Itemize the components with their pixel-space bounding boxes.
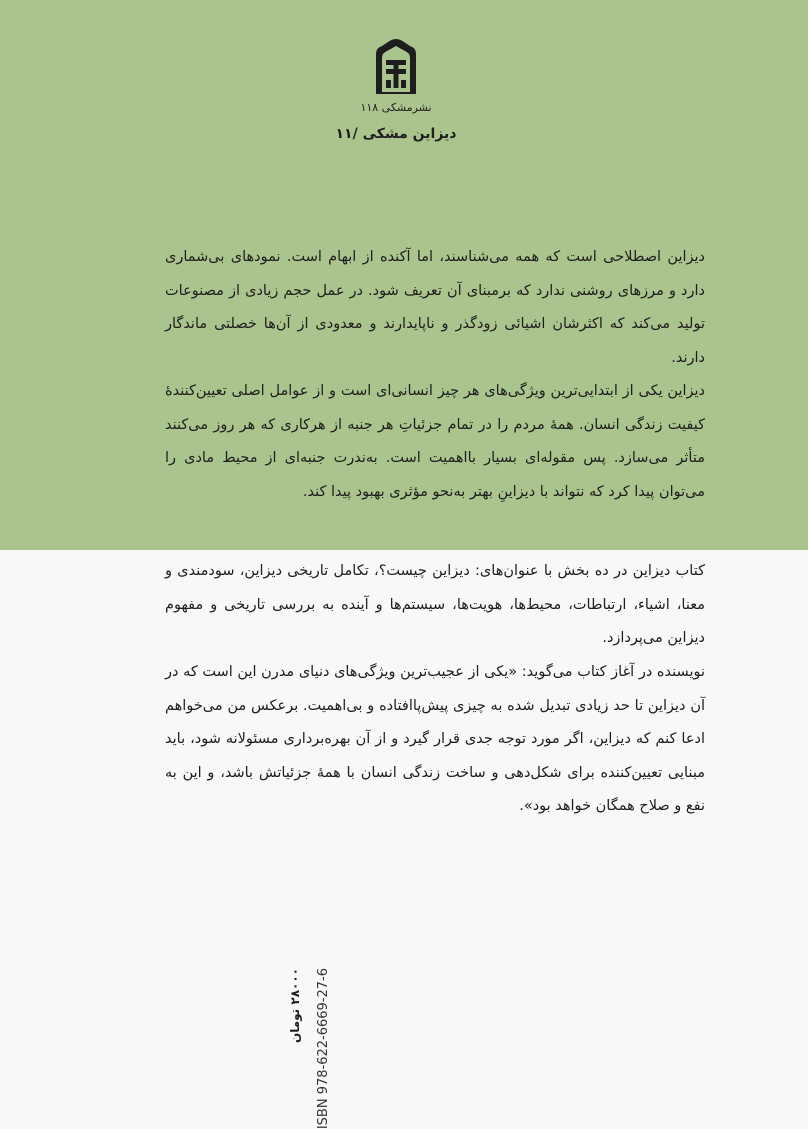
price-label: ۲۸۰۰۰ تومان xyxy=(288,968,302,1044)
publisher-logo-icon xyxy=(372,36,420,96)
blurb-paragraph-4: نویسنده در آغاز کتاب می‌گوید: «یکی از عجیب‌ترین ویژگی‌های دنیای مدرن این است که در آن دیزاین تا حد زیادی تبدیل شده به چیزی پیش‌پاافتاده و بی‌اهمیت. برعکس من می‌خواهم ادعا کنم که دیزاین، اگر مورد توجه جدی قرار گیرد و از آن بهره‌برداری مسئولانه شود، باید مبنایی تعیین‌کننده برای شکل‌دهی و ساخت زندگی انسان با همهٔ جزئیاتش باشد، و این به نفع و صلاح همگان خواهد بود». xyxy=(165,664,705,814)
blurb-paragraph-2: دیزاین یکی از ابتدایی‌ترین ویژگی‌های هر چیز انسانی‌ای است و از عوامل اصلی تعیین‌کنندهٔ کیفیت زندگی انسان. همهٔ مردم را در تمام جزئیاتِ هر جنبه از هرکاری که هر روز می‌کنند متأثر می‌سازد. پس مقوله‌ای بسیار بااهمیت است. به‌ندرت جنبه‌ای از محیط مادی را می‌توان پیدا کرد که نتواند با دیزاینِ بهتر به‌نحو مؤثری بهبود پیدا کند. xyxy=(165,383,705,500)
publisher-line: نشرمشکی ۱۱۸ xyxy=(360,101,432,114)
isbn-label: ISBN 978-622-6669-27-6 xyxy=(316,968,331,1129)
series-title: دیزاین مشکی /۱۱ xyxy=(335,126,457,142)
blurb-paragraph-1: دیزاین اصطلاحی است که همه می‌شناسند، اما آکنده از ابهام است. نمودهای بی‌شماری دارد و مرزهای روشنی ندارد که برمبنای آن تعریف شود. در عمل حجم زیادی از مصنوعات تولید می‌کند که اکثرشان اشیائی زودگذر و ناپایدارند و معدودی از آن‌ها خصلتی ماندگار دارند. xyxy=(165,249,705,366)
blurb-paragraph-3: کتاب دیزاین در ده بخش با عنوان‌های: دیزاین چیست؟، تکامل تاریخی دیزاین، سودمندی و معنا، اشیاء، ارتباطات، محیط‌ها، هویت‌ها، سیستم‌ها و آینده به بررسی تاریخی و مفهوم دیزاین می‌پردازد. xyxy=(165,563,705,646)
